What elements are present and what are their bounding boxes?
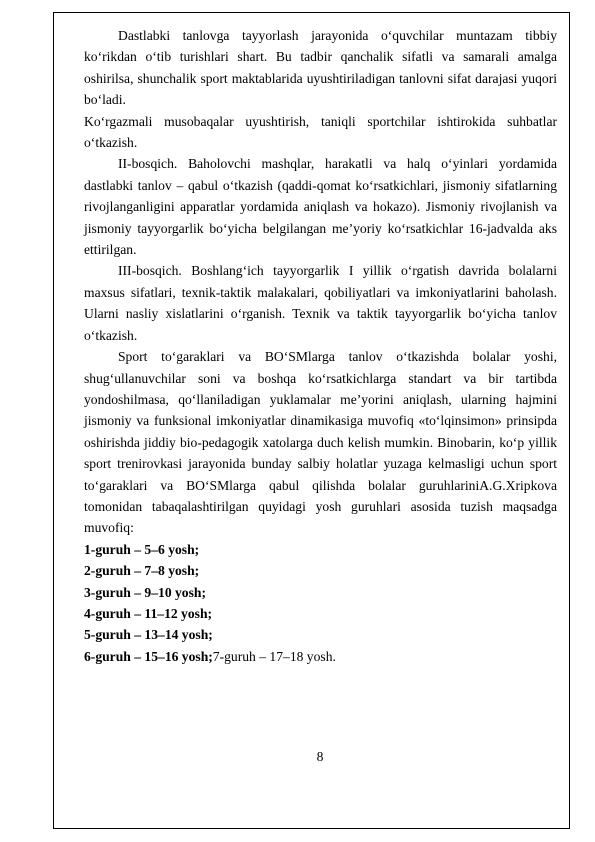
age-group-item: 1-guruh – 5–6 yosh; [84, 541, 200, 557]
age-group-item: 3-guruh – 9–10 yosh; [84, 584, 206, 600]
paragraph-selection-errors: Sport to‘garaklari va BO‘SMlarga tanlov o‘tkazishda bolalar yoshi, shug‘ullanuvchilar soni va boshqa ko‘rsatkichlarga standart va bir tartibda yondoshilmasa, qo‘llaniladigan yuklamalar me’yorini aniqlash, ularning hajmini jismoniy va funksional imkoniyatlar dinamikasiga muvofiq «to‘lqinsimon» prinsipda oshirishda jiddiy bio-pedagogik xatolarga duch kelish mumkin. Binobarin, ko‘p yillik sport trenirovkasi jarayonida bunday salbiy holatlar yuzaga kelmasligi uchun sport to‘garaklari va BO‘SMlarga qabul qilishda bolalar guruhlariniA.G.Xripkova tomonidan tabaqalashtirilgan quyidagi yosh guruhlari asosida tuzish maqsadga muvofiq: [84, 349, 557, 536]
age-group-item: 2-guruh – 7–8 yosh; [84, 563, 200, 579]
age-group-item: 6-guruh – 15–16 yosh; [84, 648, 213, 664]
paragraph-exhibition-competitions: Ko‘rgazmali musobaqalar uyushtirish, taniqli sportchilar ishtirokida suhbatlar o‘tkazish. [84, 113, 557, 151]
paragraph-medical-checkup: Dastlabki tanlovga tayyorlash jarayonida o‘quvchilar muntazam tibbiy ko‘rikdan o‘tib turishlari shart. Bu tadbir qanchalik sifatli va samarali amalga oshirilsa, shunchalik sport maktablarida uyushtiriladigan tanlovni sifat darajasi yuqori bo‘ladi. [84, 28, 557, 108]
age-group-item: 4-guruh – 11–12 yosh; [84, 605, 213, 621]
paragraph-stage-two: II-bosqich. Baholovchi mashqlar, harakatli va halq o‘yinlari yordamida dastlabki tanlov – qabul o‘tkazish (qaddi-qomat ko‘rsatkichlari, jismoniy sifatlarning rivojlanganligini apparatlar yordamida aniqlash va hokazo). Jismoniy rivojlanish va jismoniy tayyorgarlik bo‘yicha belgilangan me’yoriy ko‘rsatkichlar 16-jadvalda aks ettirilgan. [84, 156, 557, 258]
age-group-item-tail: 7-guruh – 17–18 yosh. [212, 648, 336, 664]
document-body [84, 25, 557, 667]
page-number: 8 [316, 749, 324, 764]
paragraph-stage-three: III-bosqich. Boshlang‘ich tayyorgarlik I yillik o‘rgatish davrida bolalarni maxsus sifatlari, texnik-taktik malakalari, qobiliyatlari va imkoniyatlarini baholash. Ularni nasliy xislatlarini o‘rganish. Texnik va taktik tayyorgarlik bo‘yicha tanlov o‘tkazish. [84, 263, 557, 343]
age-group-item: 5-guruh – 13–14 yosh; [84, 627, 213, 643]
age-group-last-line [84, 646, 557, 667]
